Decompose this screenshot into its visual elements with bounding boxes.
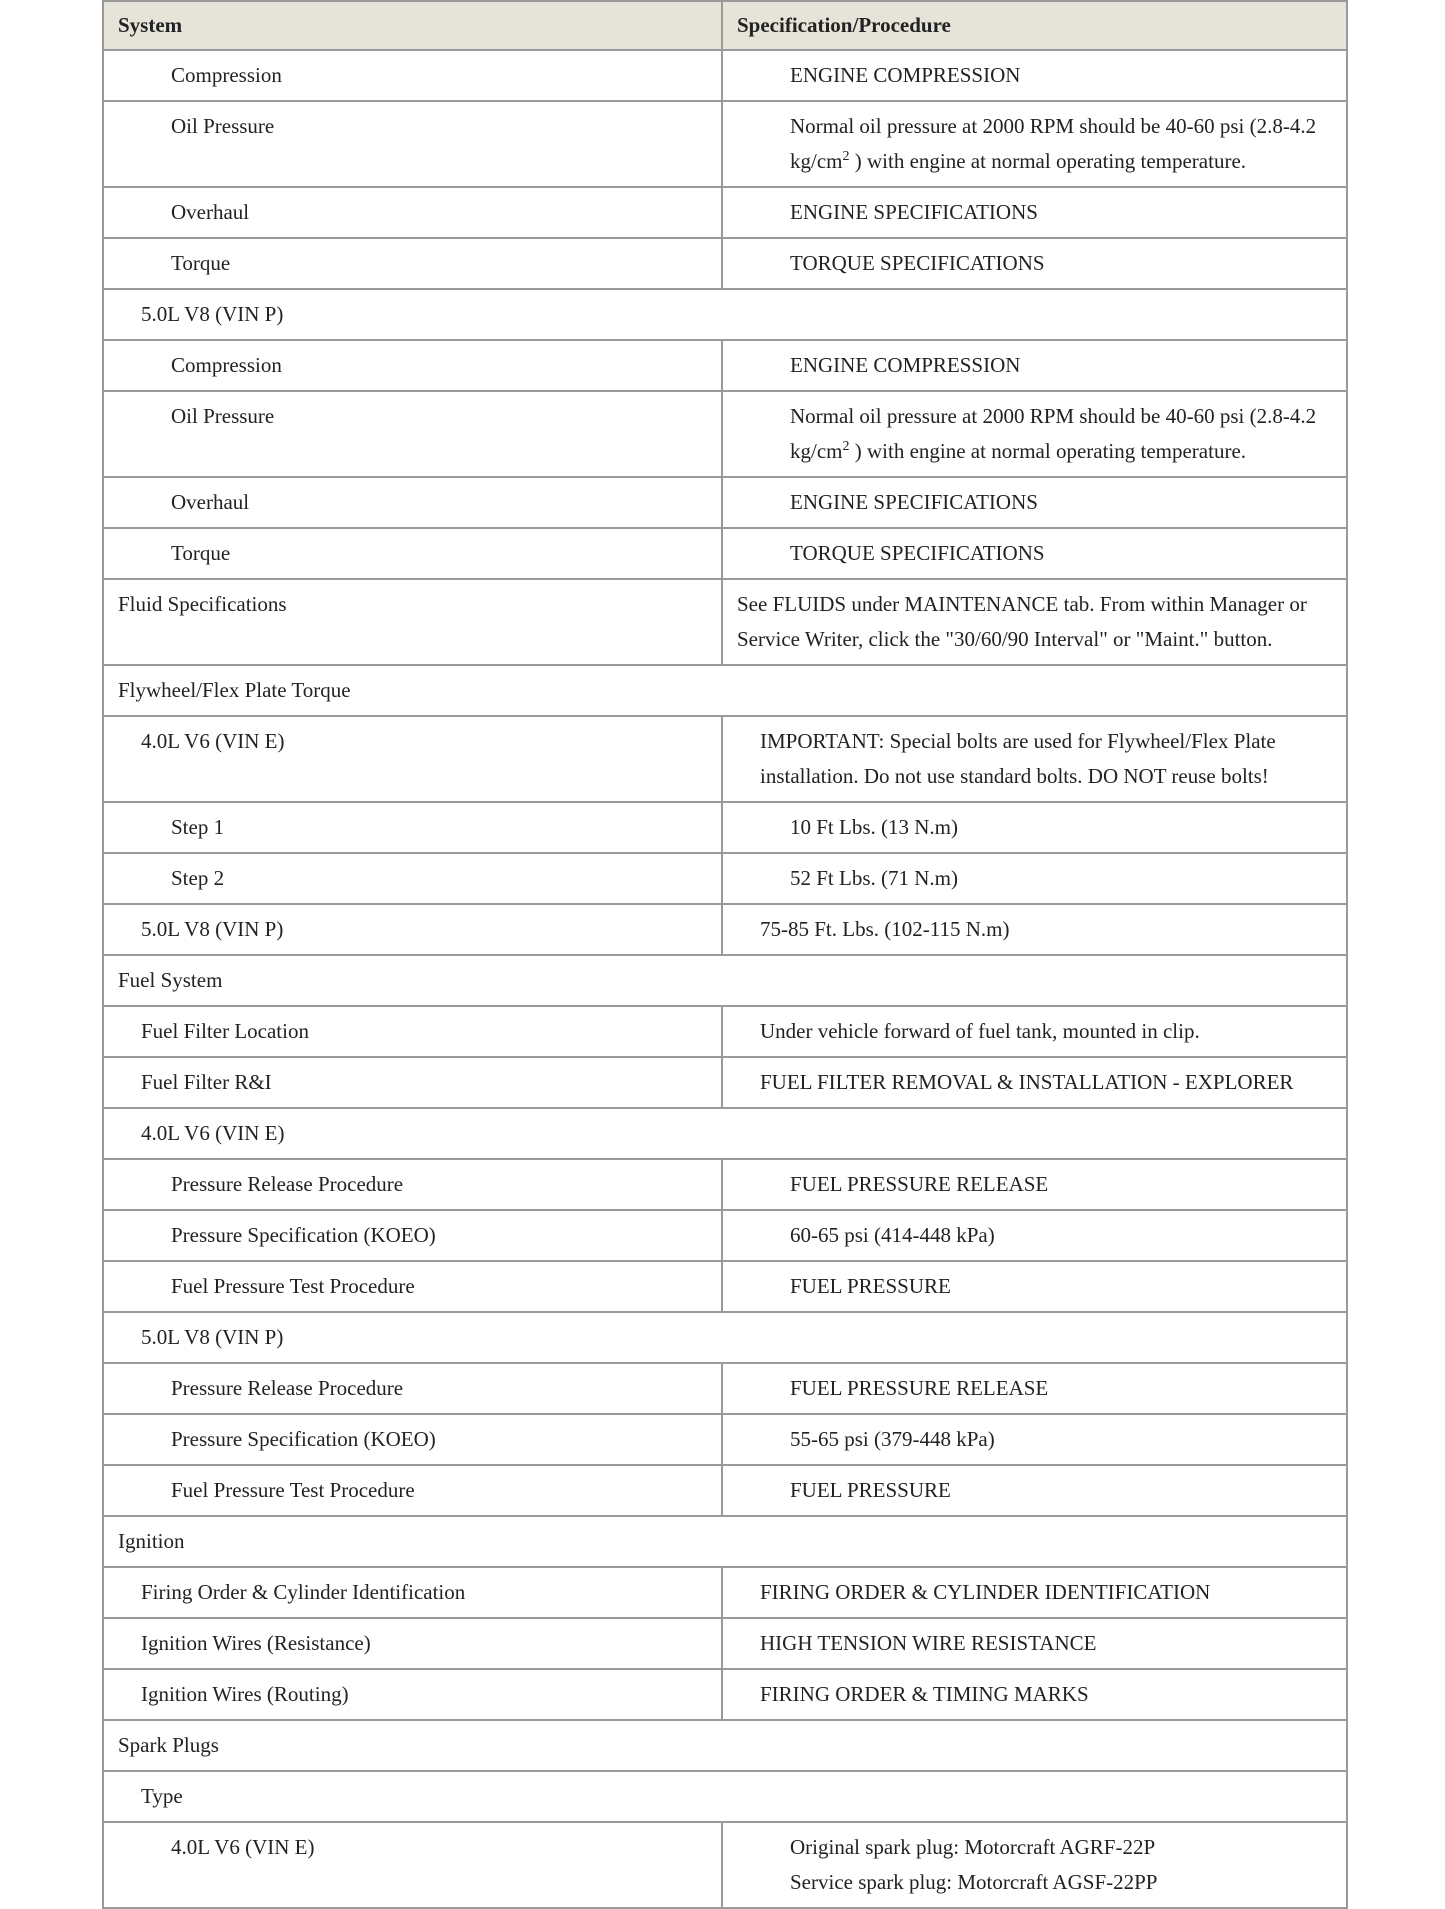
header-system: System	[103, 1, 722, 50]
table-row	[103, 238, 1347, 289]
section-header-cell: 5.0L V8 (VIN P)	[103, 1312, 1347, 1363]
system-cell: Ignition Wires (Routing)	[103, 1669, 722, 1720]
system-cell: Compression	[103, 50, 722, 101]
table-row	[103, 340, 1347, 391]
section-header-cell: Flywheel/Flex Plate Torque	[103, 665, 1347, 716]
system-cell: Pressure Release Procedure	[103, 1363, 722, 1414]
table-body	[103, 50, 1347, 1908]
specification-cell: Under vehicle forward of fuel tank, mounted in clip.	[722, 1006, 1347, 1057]
system-cell: 4.0L V6 (VIN E)	[103, 716, 722, 802]
system-cell: Overhaul	[103, 187, 722, 238]
system-cell: Compression	[103, 340, 722, 391]
table-row	[103, 101, 1347, 187]
table-row	[103, 1516, 1347, 1567]
specification-cell: 75-85 Ft. Lbs. (102-115 N.m)	[722, 904, 1347, 955]
specification-cell	[722, 391, 1347, 477]
table-row	[103, 1414, 1347, 1465]
specification-cell: TORQUE SPECIFICATIONS	[722, 528, 1347, 579]
specification-cell: 52 Ft Lbs. (71 N.m)	[722, 853, 1347, 904]
specification-cell	[722, 101, 1347, 187]
table-row	[103, 1312, 1347, 1363]
system-cell: Pressure Specification (KOEO)	[103, 1210, 722, 1261]
specification-cell: ENGINE COMPRESSION	[722, 50, 1347, 101]
table-row	[103, 289, 1347, 340]
table-row	[103, 1108, 1347, 1159]
specification-text: Normal oil pressure at 2000 RPM should be 40-60 psi (2.8-4.2 kg/cm	[790, 404, 1317, 463]
spec-table	[102, 0, 1348, 1909]
superscript: 2	[842, 439, 850, 454]
table-row	[103, 853, 1347, 904]
table-row	[103, 1057, 1347, 1108]
table-row	[103, 528, 1347, 579]
table-row	[103, 1465, 1347, 1516]
system-cell: Firing Order & Cylinder Identification	[103, 1567, 722, 1618]
specification-text: ) with engine at normal operating temperature.	[849, 439, 1247, 463]
specification-cell: FUEL PRESSURE RELEASE	[722, 1363, 1347, 1414]
specification-cell: FUEL FILTER REMOVAL & INSTALLATION - EXPLORER	[722, 1057, 1347, 1108]
header-row	[103, 1, 1347, 50]
table-row	[103, 802, 1347, 853]
specification-cell	[722, 1822, 1347, 1908]
system-cell: Oil Pressure	[103, 391, 722, 477]
specification-cell: FUEL PRESSURE	[722, 1465, 1347, 1516]
table-row	[103, 955, 1347, 1006]
system-cell: Pressure Release Procedure	[103, 1159, 722, 1210]
section-header-cell: 5.0L V8 (VIN P)	[103, 289, 1347, 340]
specification-cell: FUEL PRESSURE RELEASE	[722, 1159, 1347, 1210]
specification-cell: ENGINE COMPRESSION	[722, 340, 1347, 391]
specification-line: Original spark plug: Motorcraft AGRF-22P	[790, 1835, 1156, 1859]
specification-cell: IMPORTANT: Special bolts are used for Flywheel/Flex Plate installation. Do not use standard bolts. DO NOT reuse bolts!	[722, 716, 1347, 802]
table-row	[103, 1618, 1347, 1669]
specification-cell: ENGINE SPECIFICATIONS	[722, 477, 1347, 528]
section-header-cell: 4.0L V6 (VIN E)	[103, 1108, 1347, 1159]
system-cell: Overhaul	[103, 477, 722, 528]
system-cell: Fuel Pressure Test Procedure	[103, 1261, 722, 1312]
table-row	[103, 904, 1347, 955]
system-cell: Step 2	[103, 853, 722, 904]
system-cell: Fuel Pressure Test Procedure	[103, 1465, 722, 1516]
system-cell: Pressure Specification (KOEO)	[103, 1414, 722, 1465]
system-cell: Ignition Wires (Resistance)	[103, 1618, 722, 1669]
table-row	[103, 1567, 1347, 1618]
table-row	[103, 1261, 1347, 1312]
table-row	[103, 1720, 1347, 1771]
table-row	[103, 477, 1347, 528]
table-row	[103, 1210, 1347, 1261]
table-row	[103, 1822, 1347, 1908]
specification-text: Normal oil pressure at 2000 RPM should be 40-60 psi (2.8-4.2 kg/cm	[790, 114, 1317, 173]
system-cell: Torque	[103, 238, 722, 289]
table-row	[103, 579, 1347, 665]
specification-cell: See FLUIDS under MAINTENANCE tab. From within Manager or Service Writer, click the "30/60/90 Interval" or "Maint." button.	[722, 579, 1347, 665]
section-header-cell: Ignition	[103, 1516, 1347, 1567]
specification-cell: FUEL PRESSURE	[722, 1261, 1347, 1312]
header-specification: Specification/Procedure	[722, 1, 1347, 50]
table-row	[103, 716, 1347, 802]
specification-cell: ENGINE SPECIFICATIONS	[722, 187, 1347, 238]
system-cell: 5.0L V8 (VIN P)	[103, 904, 722, 955]
specification-cell: FIRING ORDER & CYLINDER IDENTIFICATION	[722, 1567, 1347, 1618]
system-cell: Fluid Specifications	[103, 579, 722, 665]
specification-cell: 55-65 psi (379-448 kPa)	[722, 1414, 1347, 1465]
system-cell: Fuel Filter Location	[103, 1006, 722, 1057]
table-row	[103, 1669, 1347, 1720]
table-row	[103, 187, 1347, 238]
table-row	[103, 1006, 1347, 1057]
table-row	[103, 1363, 1347, 1414]
specification-cell: 60-65 psi (414-448 kPa)	[722, 1210, 1347, 1261]
section-header-cell: Spark Plugs	[103, 1720, 1347, 1771]
specification-cell: FIRING ORDER & TIMING MARKS	[722, 1669, 1347, 1720]
system-cell: Torque	[103, 528, 722, 579]
specification-cell: TORQUE SPECIFICATIONS	[722, 238, 1347, 289]
superscript: 2	[842, 149, 850, 164]
section-header-cell: Fuel System	[103, 955, 1347, 1006]
table-row	[103, 50, 1347, 101]
system-cell: 4.0L V6 (VIN E)	[103, 1822, 722, 1908]
system-cell: Step 1	[103, 802, 722, 853]
specification-text: ) with engine at normal operating temperature.	[849, 149, 1247, 173]
table-row	[103, 391, 1347, 477]
table-row	[103, 1771, 1347, 1822]
table-row	[103, 665, 1347, 716]
table-row	[103, 1159, 1347, 1210]
specification-cell: 10 Ft Lbs. (13 N.m)	[722, 802, 1347, 853]
specification-line: Service spark plug: Motorcraft AGSF-22PP	[790, 1870, 1158, 1894]
section-header-cell: Type	[103, 1771, 1347, 1822]
specification-cell: HIGH TENSION WIRE RESISTANCE	[722, 1618, 1347, 1669]
system-cell: Fuel Filter R&I	[103, 1057, 722, 1108]
system-cell: Oil Pressure	[103, 101, 722, 187]
